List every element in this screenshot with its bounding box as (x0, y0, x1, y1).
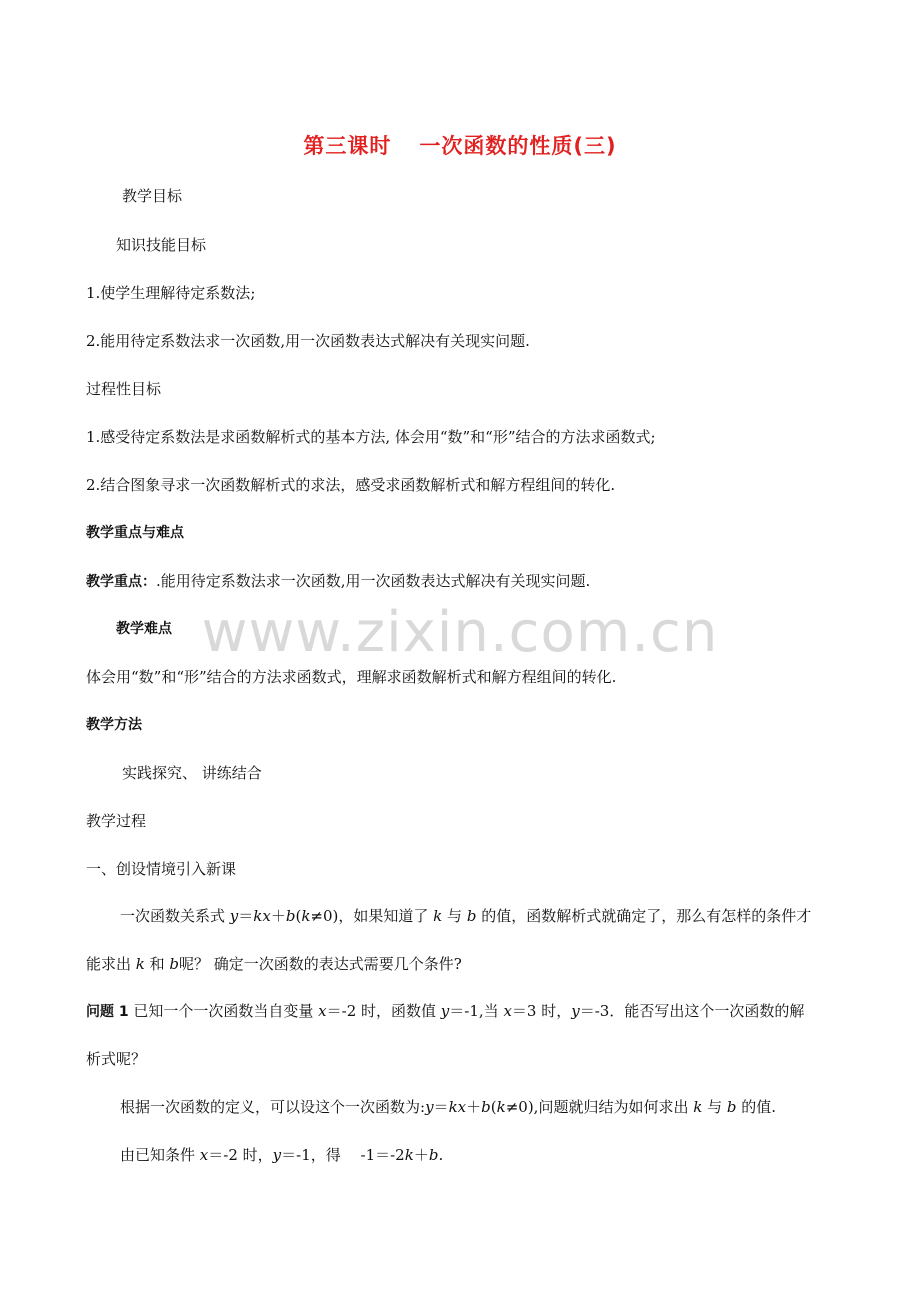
problem-text: 已知一个一次函数当自变量 (128, 1002, 319, 1020)
not-equal-zero: ≠0) (505, 1098, 534, 1116)
not-equal-zero: ≠0) (310, 907, 339, 925)
var-b: b (466, 907, 477, 925)
var-k: k (433, 907, 443, 925)
var-x: x (318, 1002, 327, 1020)
problem-1-line-2: 析式呢？ (86, 1050, 147, 1068)
process-item-1: 1.感受待定系数法是求函数解析式的基本方法, 体会用“数”和“形”结合的方法求函数式; (86, 428, 656, 446)
var-b: b (169, 955, 180, 973)
var-kx: kx (448, 1098, 467, 1116)
process-item-2: 2.结合图象寻求一次函数解析式的求法，感受求函数解析式和解方程组间的转化. (86, 476, 616, 494)
watermark: www.zixin.com.cn (201, 600, 719, 665)
method-heading: 教学方法 (86, 717, 142, 733)
paren-open: ( (490, 1098, 497, 1116)
method-text: 实践探究、 讲练结合 (122, 764, 262, 782)
intro-text: 一次函数关系式 (120, 907, 230, 925)
intro-text: 的值，函数解析式就确定了，那么有怎样的条件才 (476, 907, 812, 925)
var-y: y (425, 1098, 434, 1116)
var-y: y (272, 1146, 282, 1164)
problem-text: ＝-3．能否写出这个一次函数的解 (579, 1002, 805, 1020)
intro-text: 和 (144, 955, 170, 973)
key-point-text: .能用待定系数法求一次函数,用一次函数表达式解决有关现实问题. (156, 572, 591, 590)
intro-text: 呢？ 确定一次函数的表达式需要几个条件? (179, 955, 462, 973)
intro-paragraph-line-2 (86, 954, 462, 974)
solution-text: ,问题就归结为如何求出 (533, 1098, 694, 1116)
problem-1-label: 问题 1 (86, 1004, 129, 1020)
plus-sign: ＋ (466, 1098, 482, 1116)
var-kx: kx (253, 907, 271, 925)
condition-line (120, 1145, 443, 1165)
intro-text: ，如果知道了 (338, 907, 434, 925)
intro-text: 能求出 (86, 955, 136, 973)
key-points-heading: 教学重点与难点 (86, 525, 184, 541)
intro-paragraph-line-1 (120, 906, 811, 926)
plus-sign: ＋ (413, 1146, 429, 1164)
problem-text: ＝-2 时，函数值 (326, 1002, 441, 1020)
knowledge-item-1: 1.使学生理解待定系数法; (86, 284, 256, 302)
var-y: y (440, 1002, 450, 1020)
solution-text: 的值. (736, 1098, 777, 1116)
var-k: k (301, 907, 311, 925)
var-k: k (135, 955, 145, 973)
var-x: x (199, 1146, 209, 1164)
knowledge-item-2: 2.能用待定系数法求一次函数,用一次函数表达式解决有关现实问题. (86, 332, 530, 350)
plus-sign: ＋ (270, 907, 286, 925)
solution-text: 与 (702, 1098, 727, 1116)
knowledge-heading: 知识技能目标 (116, 236, 207, 254)
paren-open: ( (295, 907, 302, 925)
difficulty-heading: 教学难点 (116, 621, 172, 637)
key-point-line (86, 571, 590, 592)
equals-sign: ＝ (433, 1098, 449, 1116)
var-k: k (404, 1146, 414, 1164)
step-1-heading: 一、创设情境引入新课 (86, 860, 237, 878)
key-point-label: 教学重点： (86, 574, 156, 590)
solution-text: 根据一次函数的定义，可以设这个一次函数为: (120, 1098, 426, 1116)
difficulty-text: 体会用“数”和“形”结合的方法求函数式，理解求函数解析式和解方程组间的转化. (86, 668, 617, 686)
problem-1-line-1 (86, 1001, 804, 1022)
var-b: b (726, 1098, 737, 1116)
process-heading: 过程性目标 (86, 380, 162, 398)
var-y: y (571, 1002, 580, 1020)
problem-text: ＝-1,当 (449, 1002, 504, 1020)
title-topic: 一次函数的性质(三) (419, 134, 617, 158)
condition-text: ＝-1，得 -1＝-2 (281, 1146, 405, 1164)
var-y: y (229, 907, 239, 925)
problem-text: ＝3 时， (511, 1002, 572, 1020)
objectives-heading: 教学目标 (122, 187, 183, 205)
equals-sign: ＝ (238, 907, 254, 925)
var-k: k (693, 1098, 703, 1116)
solution-line (120, 1097, 776, 1117)
title-lesson-number: 第三课时 (303, 134, 392, 158)
page-title (0, 130, 920, 160)
var-k: k (496, 1098, 506, 1116)
var-x: x (503, 1002, 512, 1020)
var-b: b (285, 907, 296, 925)
intro-text: 与 (442, 907, 467, 925)
var-b: b (428, 1146, 439, 1164)
teaching-process-heading: 教学过程 (86, 812, 147, 830)
condition-text: 由已知条件 (120, 1146, 200, 1164)
condition-text: . (438, 1146, 444, 1164)
var-b: b (481, 1098, 491, 1116)
condition-text: ＝-2 时， (208, 1146, 273, 1164)
